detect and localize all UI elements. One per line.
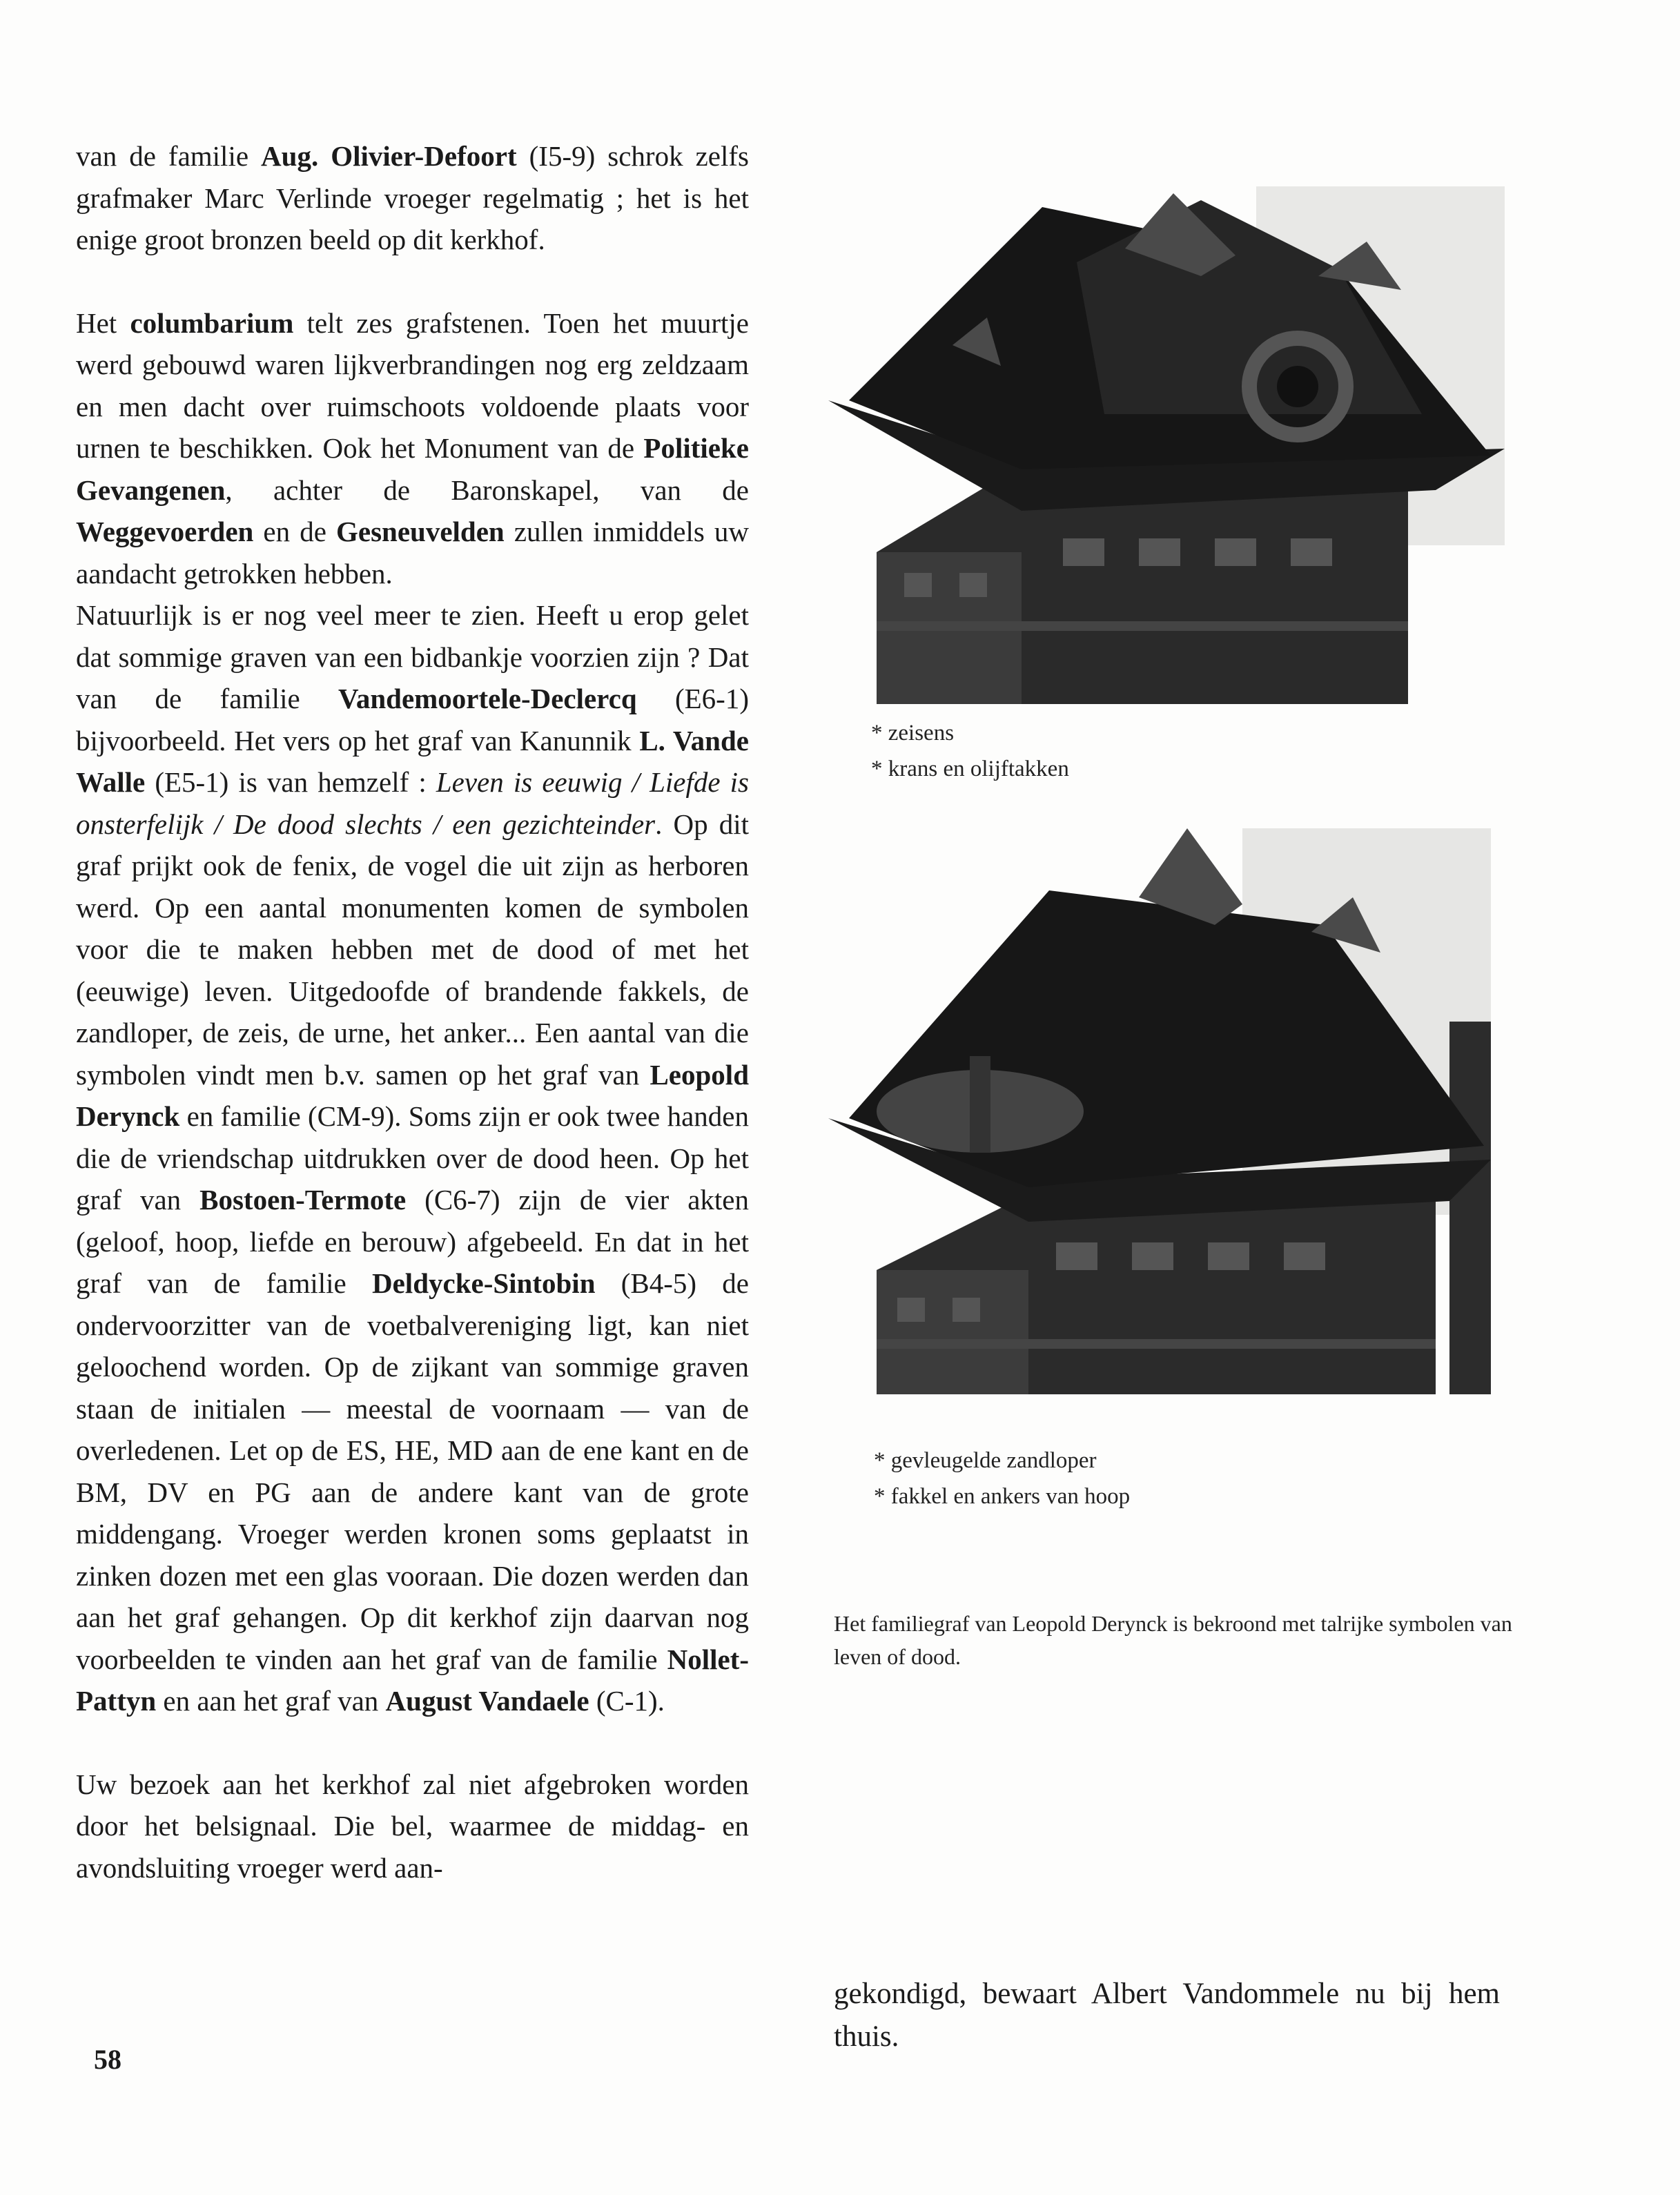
paragraph-2: Het columbarium telt zes grafstenen. Toen het muurtje werd gebouwd waren lijkverbrandingen nog erg zeldzaam en men dacht over ruimschoots voldoende plaats voor urnen te beschikken. Ook het Monument van de Politieke Gevangenen, achter de Baronskapel, van de Weggevoerden en de Gesneuvelden zullen inmiddels uw aandacht getrokken hebben. [76,306,749,589]
caption-line: * zeisens [871,721,955,745]
photo-1-caption [871,715,1069,787]
paragraph-3: Natuurlijk is er nog veel meer te zien. Heeft u erop gelet dat sommige graven van een bidbankje voorzien zijn ? Dat van de familie Vandemoortele-Declercq (E6-1) bijvoorbeeld. Het vers op het graf van Kanunnik L. Vande Walle (E5-1) is van hemzelf : Leven is eeuwig / Liefde is onsterfelijk / De dood slechts / een gezichteinder. Op dit graf prijkt ook de fenix, de vogel die uit zijn as herboren werd. Op een aantal monumenten komen de symbolen voor die te maken hebben met de dood of met het (eeuwige) leven. Uitgedoofde of brandende fakkels, de zandloper, de zeis, de urne, het anker... Een aantal van die symbolen vindt men b.v. samen op het graf van Leopold Derynck en familie (CM-9). Soms zijn er ook twee handen die de vriendschap uitdrukken over de dood heen. Op het graf van Bostoen-Termote (C6-7) zijn de vier akten (geloof, hoop, liefde en berouw) afgebeeld. En dat in het graf van de familie Deldycke-Sintobin (B4-5) de ondervoorzitter van de voetbalvereniging ligt, kan niet geloochend worden. Op de zijkant van sommige graven staan de initialen — meestal de voornaam — van de overledenen. Let op de ES, HE, MD aan de ene kant en de BM, DV en PG aan de andere kant van de grote middengang. Vroeger werden kronen soms geplaatst in zinken dozen met een glas vooraan. Die dozen werden dan aan het graf gehangen. Op dit kerkhof zijn daarvan nog voorbeelden te vinden aan het graf van de familie Nollet-Pattyn en aan het graf van August Vandaele (C-1). [76,599,750,1717]
photo-2-caption [874,1443,1130,1514]
figure-note: Het familiegraf van Leopold Derynck is bekroond met talrijke symbolen van leven of dood. [834,1611,1512,1669]
caption-line: * fakkel en ankers van hoop [874,1484,1131,1509]
paragraph-4: Uw bezoek aan het kerkhof zal niet afgebroken worden door het belsignaal. Die bel, waarmee de middag- en avondsluiting vroeger werd aan- [76,1768,749,1884]
paragraph-1: van de familie Aug. Olivier-Defoort (I5-9) schrok zelfs grafmaker Marc Verlinde vroeger regelmatig ; het is het enige groot bronzen beeld op dit kerkhof. [76,140,749,255]
right-continuation-text: gekondigd, bewaart Albert Vandommele nu bij hem thuis. [834,1978,1500,2053]
caption-line: * krans en olijftakken [871,757,1069,781]
tomb-photo-1 [814,166,1505,704]
tomb-photo-2 [828,814,1491,1394]
caption-line: * gevleugelde zandloper [874,1448,1097,1473]
page-number: 58 [94,2044,121,2075]
left-text-column [76,135,749,1889]
